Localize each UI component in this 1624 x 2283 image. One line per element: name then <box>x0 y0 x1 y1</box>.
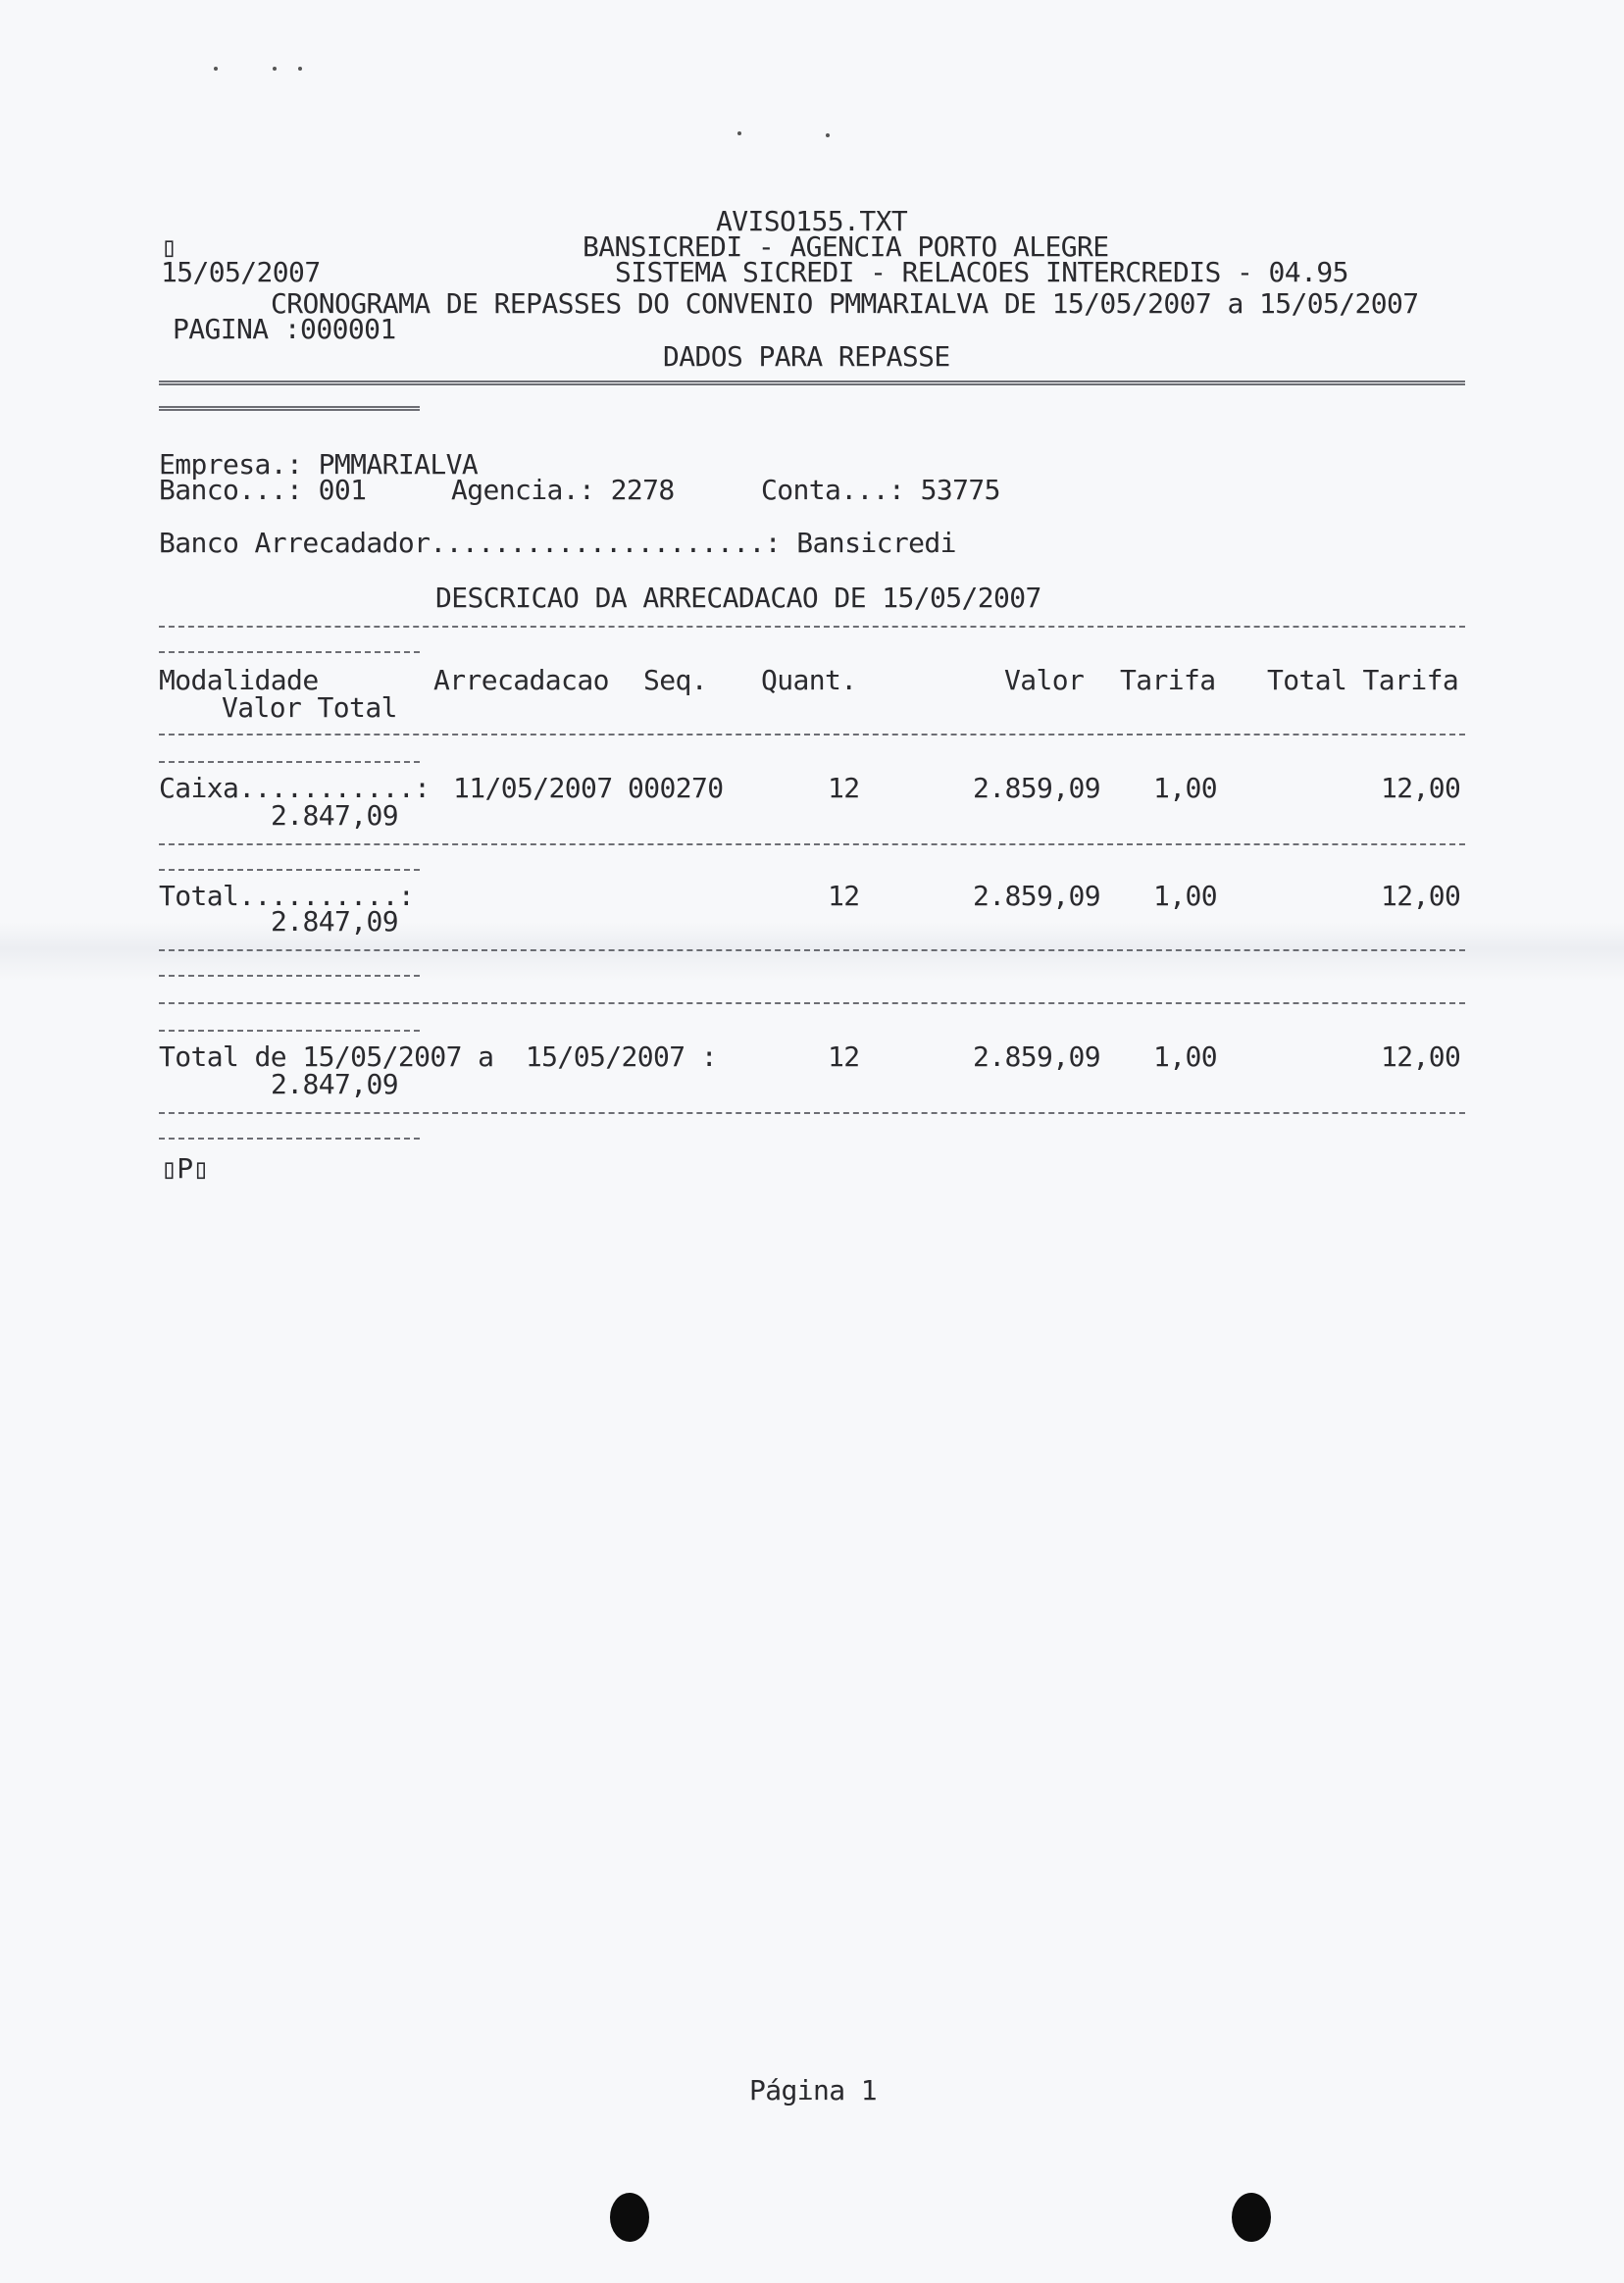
total-label: Total..........: <box>159 880 415 912</box>
separator-double <box>159 380 1465 385</box>
col-header-tarifa: Tarifa <box>1120 664 1216 696</box>
separator-dashed <box>159 975 420 977</box>
bank-agency: BANSICREDI - AGENCIA PORTO ALEGRE <box>583 230 1109 263</box>
separator-dashed <box>159 1002 1465 1004</box>
scan-speck <box>214 67 218 71</box>
col-header-total-tarifa: Total Tarifa <box>1267 664 1459 696</box>
grand-total-quant: 12 <box>828 1040 860 1073</box>
total-valor-total: 2.847,09 <box>271 905 399 938</box>
system-name: SISTEMA SICREDI - RELACOES INTERCREDIS - 04.95 <box>615 256 1348 288</box>
separator-dashed <box>159 651 420 653</box>
section-title-repasse: DADOS PARA REPASSE <box>663 340 950 373</box>
total-quant: 12 <box>828 880 860 912</box>
scan-speck <box>273 67 277 71</box>
punch-hole-right <box>1232 2193 1271 2242</box>
col-header-valor: Valor <box>1004 664 1085 696</box>
section-title-arrecadacao: DESCRICAO DA ARRECADACAO DE 15/05/2007 <box>435 582 1041 614</box>
separator-dashed <box>159 626 1465 628</box>
total-valor: 2.859,09 <box>973 880 1101 912</box>
col-header-modalidade: Modalidade <box>159 664 319 696</box>
agency-line: Agencia.: 2278 <box>451 474 675 506</box>
separator-dashed <box>159 869 420 871</box>
company-line: Empresa.: PMMARIALVA <box>159 448 479 481</box>
collecting-bank-line: Banco Arrecadador.....................: Bansicredi <box>159 527 956 559</box>
col-header-quant: Quant. <box>761 664 857 696</box>
row-total-tarifa: 12,00 <box>1381 772 1461 804</box>
row-valor-total: 2.847,09 <box>271 799 399 832</box>
control-code: ▯P▯ <box>161 1152 209 1185</box>
scan-speck <box>737 131 741 135</box>
separator-dashed <box>159 1030 420 1032</box>
separator-double <box>159 406 420 411</box>
separator-dashed <box>159 843 1465 845</box>
page-footer: Página 1 <box>749 2074 878 2106</box>
row-seq: 000270 <box>628 772 724 804</box>
grand-total-valor-total: 2.847,09 <box>271 1068 399 1100</box>
report-title: CRONOGRAMA DE REPASSES DO CONVENIO PMMARIALVA DE 15/05/2007 a 15/05/2007 <box>271 287 1419 320</box>
bank-line: Banco...: 001 <box>159 474 367 506</box>
total-total-tarifa: 12,00 <box>1381 880 1461 912</box>
grand-total-total-tarifa: 12,00 <box>1381 1040 1461 1073</box>
scan-shadow <box>0 922 1624 981</box>
punch-hole-left <box>610 2193 649 2242</box>
grand-total-label: Total de 15/05/2007 a 15/05/2007 : <box>159 1040 718 1073</box>
row-modalidade: Caixa...........: <box>159 772 431 804</box>
grand-total-tarifa: 1,00 <box>1153 1040 1218 1073</box>
row-arrecadacao: 11/05/2007 <box>453 772 613 804</box>
file-name: AVISO155.TXT <box>716 205 908 237</box>
total-tarifa: 1,00 <box>1153 880 1218 912</box>
scan-speck <box>826 133 830 137</box>
col-header-seq: Seq. <box>643 664 708 696</box>
row-valor: 2.859,09 <box>973 772 1101 804</box>
page-number: PAGINA :000001 <box>173 313 396 345</box>
separator-dashed <box>159 761 420 763</box>
row-quant: 12 <box>828 772 860 804</box>
separator-dashed <box>159 1112 1465 1114</box>
scan-speck <box>298 67 302 71</box>
separator-dashed <box>159 949 1465 951</box>
grand-total-valor: 2.859,09 <box>973 1040 1101 1073</box>
control-glyph: ▯ <box>161 230 178 263</box>
col-header-valor-total: Valor Total <box>222 691 397 724</box>
separator-dashed <box>159 1138 420 1140</box>
col-header-arrecadacao: Arrecadacao <box>433 664 609 696</box>
row-tarifa: 1,00 <box>1153 772 1218 804</box>
report-date: 15/05/2007 <box>161 256 321 288</box>
account-line: Conta...: 53775 <box>761 474 1000 506</box>
separator-dashed <box>159 734 1465 736</box>
